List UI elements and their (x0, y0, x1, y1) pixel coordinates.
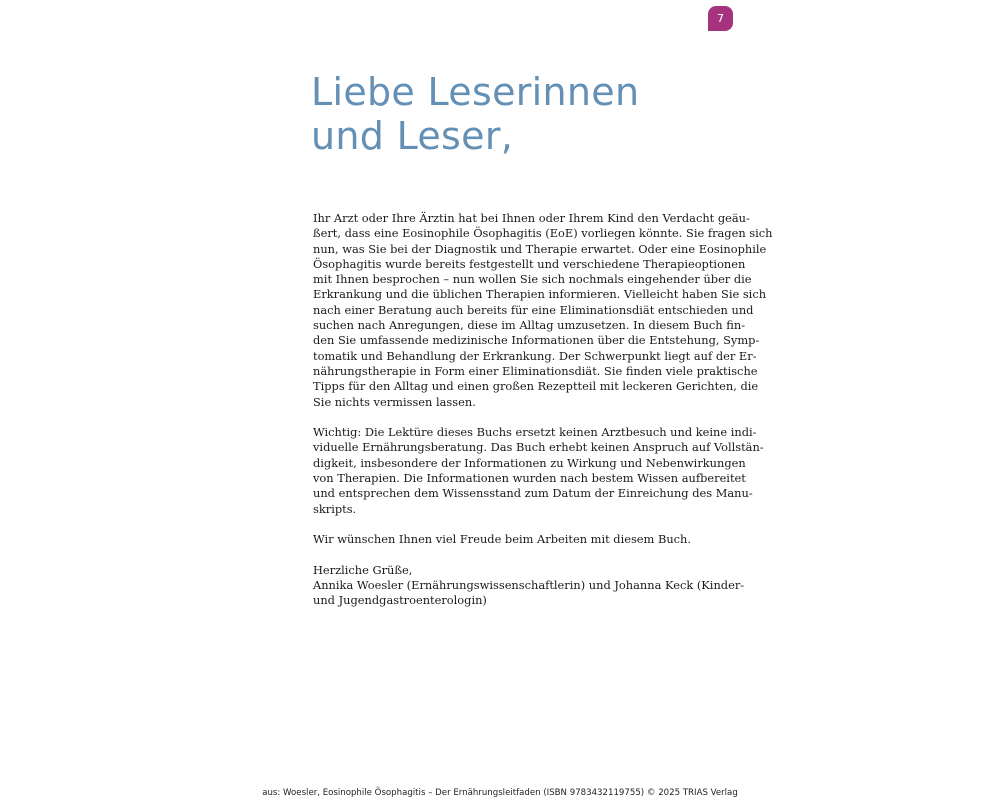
text-line: nun, was Sie bei der Diagnostik und Therapie erwartet. Oder eine Eosinophile (313, 241, 767, 256)
authors-line: und Jugendgastroenterologin) (313, 593, 487, 608)
greeting: Herzliche Grüße, (313, 562, 413, 577)
text-line: ßert, dass eine Eosinophile Ösophagitis (EoE) vorliegen könnte. Sie fragen sich (313, 226, 773, 241)
body-text (313, 211, 773, 609)
text-line: Sie nichts vermissen lassen. (313, 394, 476, 409)
page-number-badge: 7 (708, 6, 733, 31)
authors-line: Annika Woesler (Ernährungswissenschaftlerin) und Johanna Keck (Kinder- (313, 578, 745, 593)
paragraph-intro (313, 211, 773, 410)
text-line: viduelle Ernährungsberatung. Das Buch erhebt keinen Anspruch auf Vollstän- (313, 440, 764, 455)
text-line: und entsprechen dem Wissensstand zum Datum der Einreichung des Manu- (313, 486, 753, 501)
text-line: den Sie umfassende medizinische Informationen über die Entstehung, Symp- (313, 333, 760, 348)
text-line: von Therapien. Die Informationen wurden nach bestem Wissen aufbereitet (313, 471, 746, 486)
heading-line-2: und Leser, (311, 114, 514, 158)
closing-block (313, 562, 745, 609)
paragraph-gap (313, 517, 699, 532)
text-line: nährungstherapie in Form einer Eliminationsdiät. Sie finden viele praktische (313, 363, 758, 378)
text-line: Ösophagitis wurde bereits festgestellt und verschiedene Therapieoptionen (313, 256, 746, 271)
text-line: nach einer Beratung auch bereits für eine Eliminationsdiät entschieden und (313, 302, 754, 317)
text-line: Ihr Arzt oder Ihre Ärztin hat bei Ihnen oder Ihrem Kind den Verdacht geäu- (313, 211, 750, 225)
heading-line-1: Liebe Leserinnen (311, 70, 640, 114)
copyright-footer: aus: Woesler, Eosinophile Ösophagitis – Der Ernährungsleitfaden (ISBN 9783432119755) © 2025 TRIAS Verlag (262, 788, 738, 798)
text-line: mit Ihnen besprochen – nun wollen Sie sich nochmals eingehender über die (313, 272, 752, 287)
paragraph-wish: Wir wünschen Ihnen viel Freude beim Arbeiten mit diesem Buch. (313, 532, 692, 547)
text-line: digkeit, insbesondere der Informationen zu Wirkung und Nebenwirkungen (313, 455, 746, 470)
text-line: suchen nach Anregungen, diese im Alltag umzusetzen. In diesem Buch fin- (313, 318, 746, 333)
text-line: skripts. (313, 501, 357, 516)
paragraph-disclaimer (313, 425, 764, 517)
paragraph-gap (313, 548, 699, 563)
page-heading (311, 70, 731, 158)
text-line: Wichtig: Die Lektüre dieses Buchs ersetzt keinen Arztbesuch und keine indi- (313, 425, 757, 440)
text-line: Tipps für den Alltag und einen großen Rezeptteil mit leckeren Gerichten, die (313, 379, 759, 394)
text-line: tomatik und Behandlung der Erkrankung. Der Schwerpunkt liegt auf der Er- (313, 348, 757, 363)
text-line: Erkrankung und die üblichen Therapien informieren. Vielleicht haben Sie sich (313, 287, 767, 302)
paragraph-gap (313, 410, 699, 425)
